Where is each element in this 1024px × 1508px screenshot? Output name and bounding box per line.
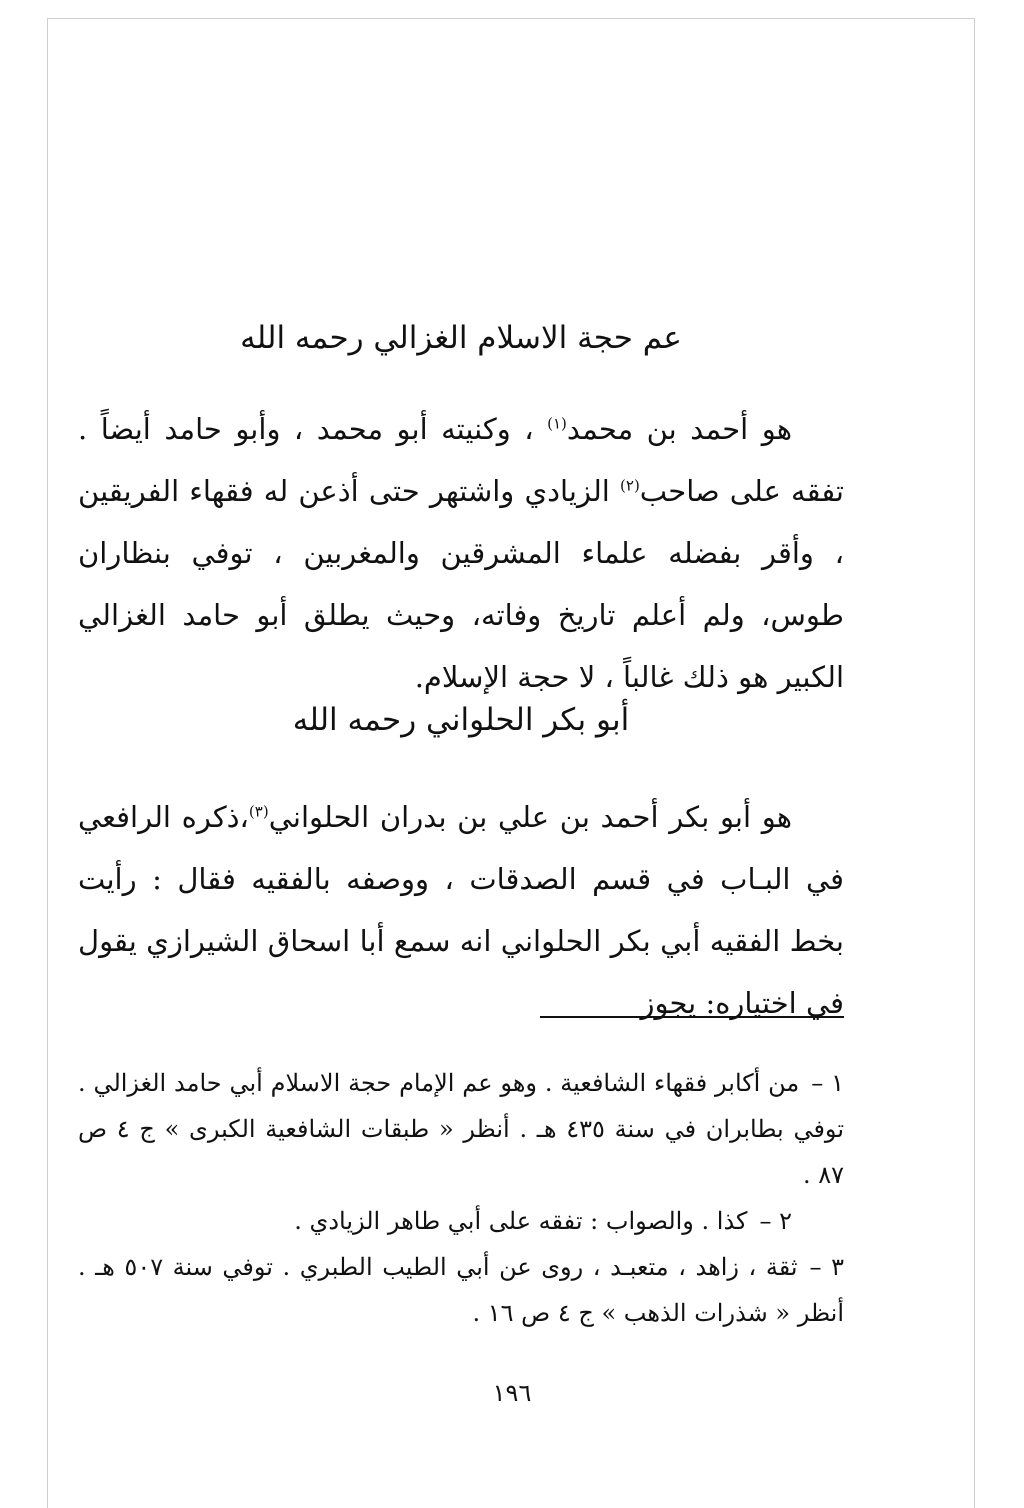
footnote-text: من أكابر فقهاء الشافعية . وهو عم الإمام حجة الاسلام أبي حامد الغزالي . توفي بطابران في سنة ٤٣٥ هـ . أنظر « طبقات الشافعية الكبرى » ج ٤ ص ٨٧ . bbox=[78, 1069, 844, 1189]
page-number: ١٩٦ bbox=[492, 1379, 532, 1407]
section-heading-ghazali-uncle: عم حجة الاسلام الغزالي رحمه الله bbox=[240, 320, 682, 356]
footnotes bbox=[78, 1060, 844, 1336]
paragraph-text: هو أبو بكر أحمد بن علي بن بدران الحلواني bbox=[268, 800, 792, 834]
footnote-ref-2[interactable]: (٢) bbox=[620, 476, 640, 495]
paragraph bbox=[78, 398, 844, 708]
footnote-1 bbox=[78, 1060, 844, 1198]
footnote-text: ثقة ، زاهد ، متعبـد ، روى عن أبي الطيب الطبري . توفي سنة ٥٠٧ هـ . أنظر « شذرات الذهب » ج ٤ ص ١٦ . bbox=[78, 1253, 844, 1327]
footnote-2 bbox=[78, 1198, 844, 1244]
paragraph-text: ،ذكره الرافعي في البـاب في قسم الصدقات ، ووصفه بالفقيه فقال : رأيت بخط الفقيه أبي بكر الحلواني انه سمع أبا اسحاق الشيرازي يقول في اختياره: يجوز bbox=[78, 800, 844, 1020]
paragraph bbox=[78, 786, 844, 1034]
footnote-number: ٣ – bbox=[809, 1253, 844, 1281]
paragraph-text: الزيادي واشتهر حتى أذعن له فقهاء الفريقين ، وأقر بفضله علماء المشرقين والمغربين ، توفي بنظاران طوس، ولم أعلم تاريخ وفاته، وحيث يطلق أبو حامد الغزالي الكبير هو ذلك غالباً ، لا حجة الإسلام. bbox=[78, 474, 844, 694]
section-body-halwani bbox=[78, 786, 844, 1034]
section-body-ghazali-uncle bbox=[78, 398, 844, 708]
footnote-ref-1[interactable]: (١) bbox=[547, 414, 567, 433]
footnote-text: كذا . والصواب : تفقه على أبي طاهر الزيادي . bbox=[294, 1207, 748, 1235]
footnote-3 bbox=[78, 1244, 844, 1336]
paragraph-text: ، وكنيته أبو محمد ، وأبو حامد أيضاً . تفقه على صاحب bbox=[78, 412, 844, 508]
footnote-number: ١ – bbox=[811, 1069, 844, 1097]
footnote-number: ٢ – bbox=[759, 1207, 792, 1235]
footnote-separator bbox=[540, 1016, 844, 1018]
section-heading-halwani: أبو بكر الحلواني رحمه الله bbox=[292, 702, 630, 738]
footnote-ref-3[interactable]: (٣) bbox=[248, 802, 269, 821]
paragraph-text: هو أحمد بن محمد bbox=[566, 412, 792, 446]
